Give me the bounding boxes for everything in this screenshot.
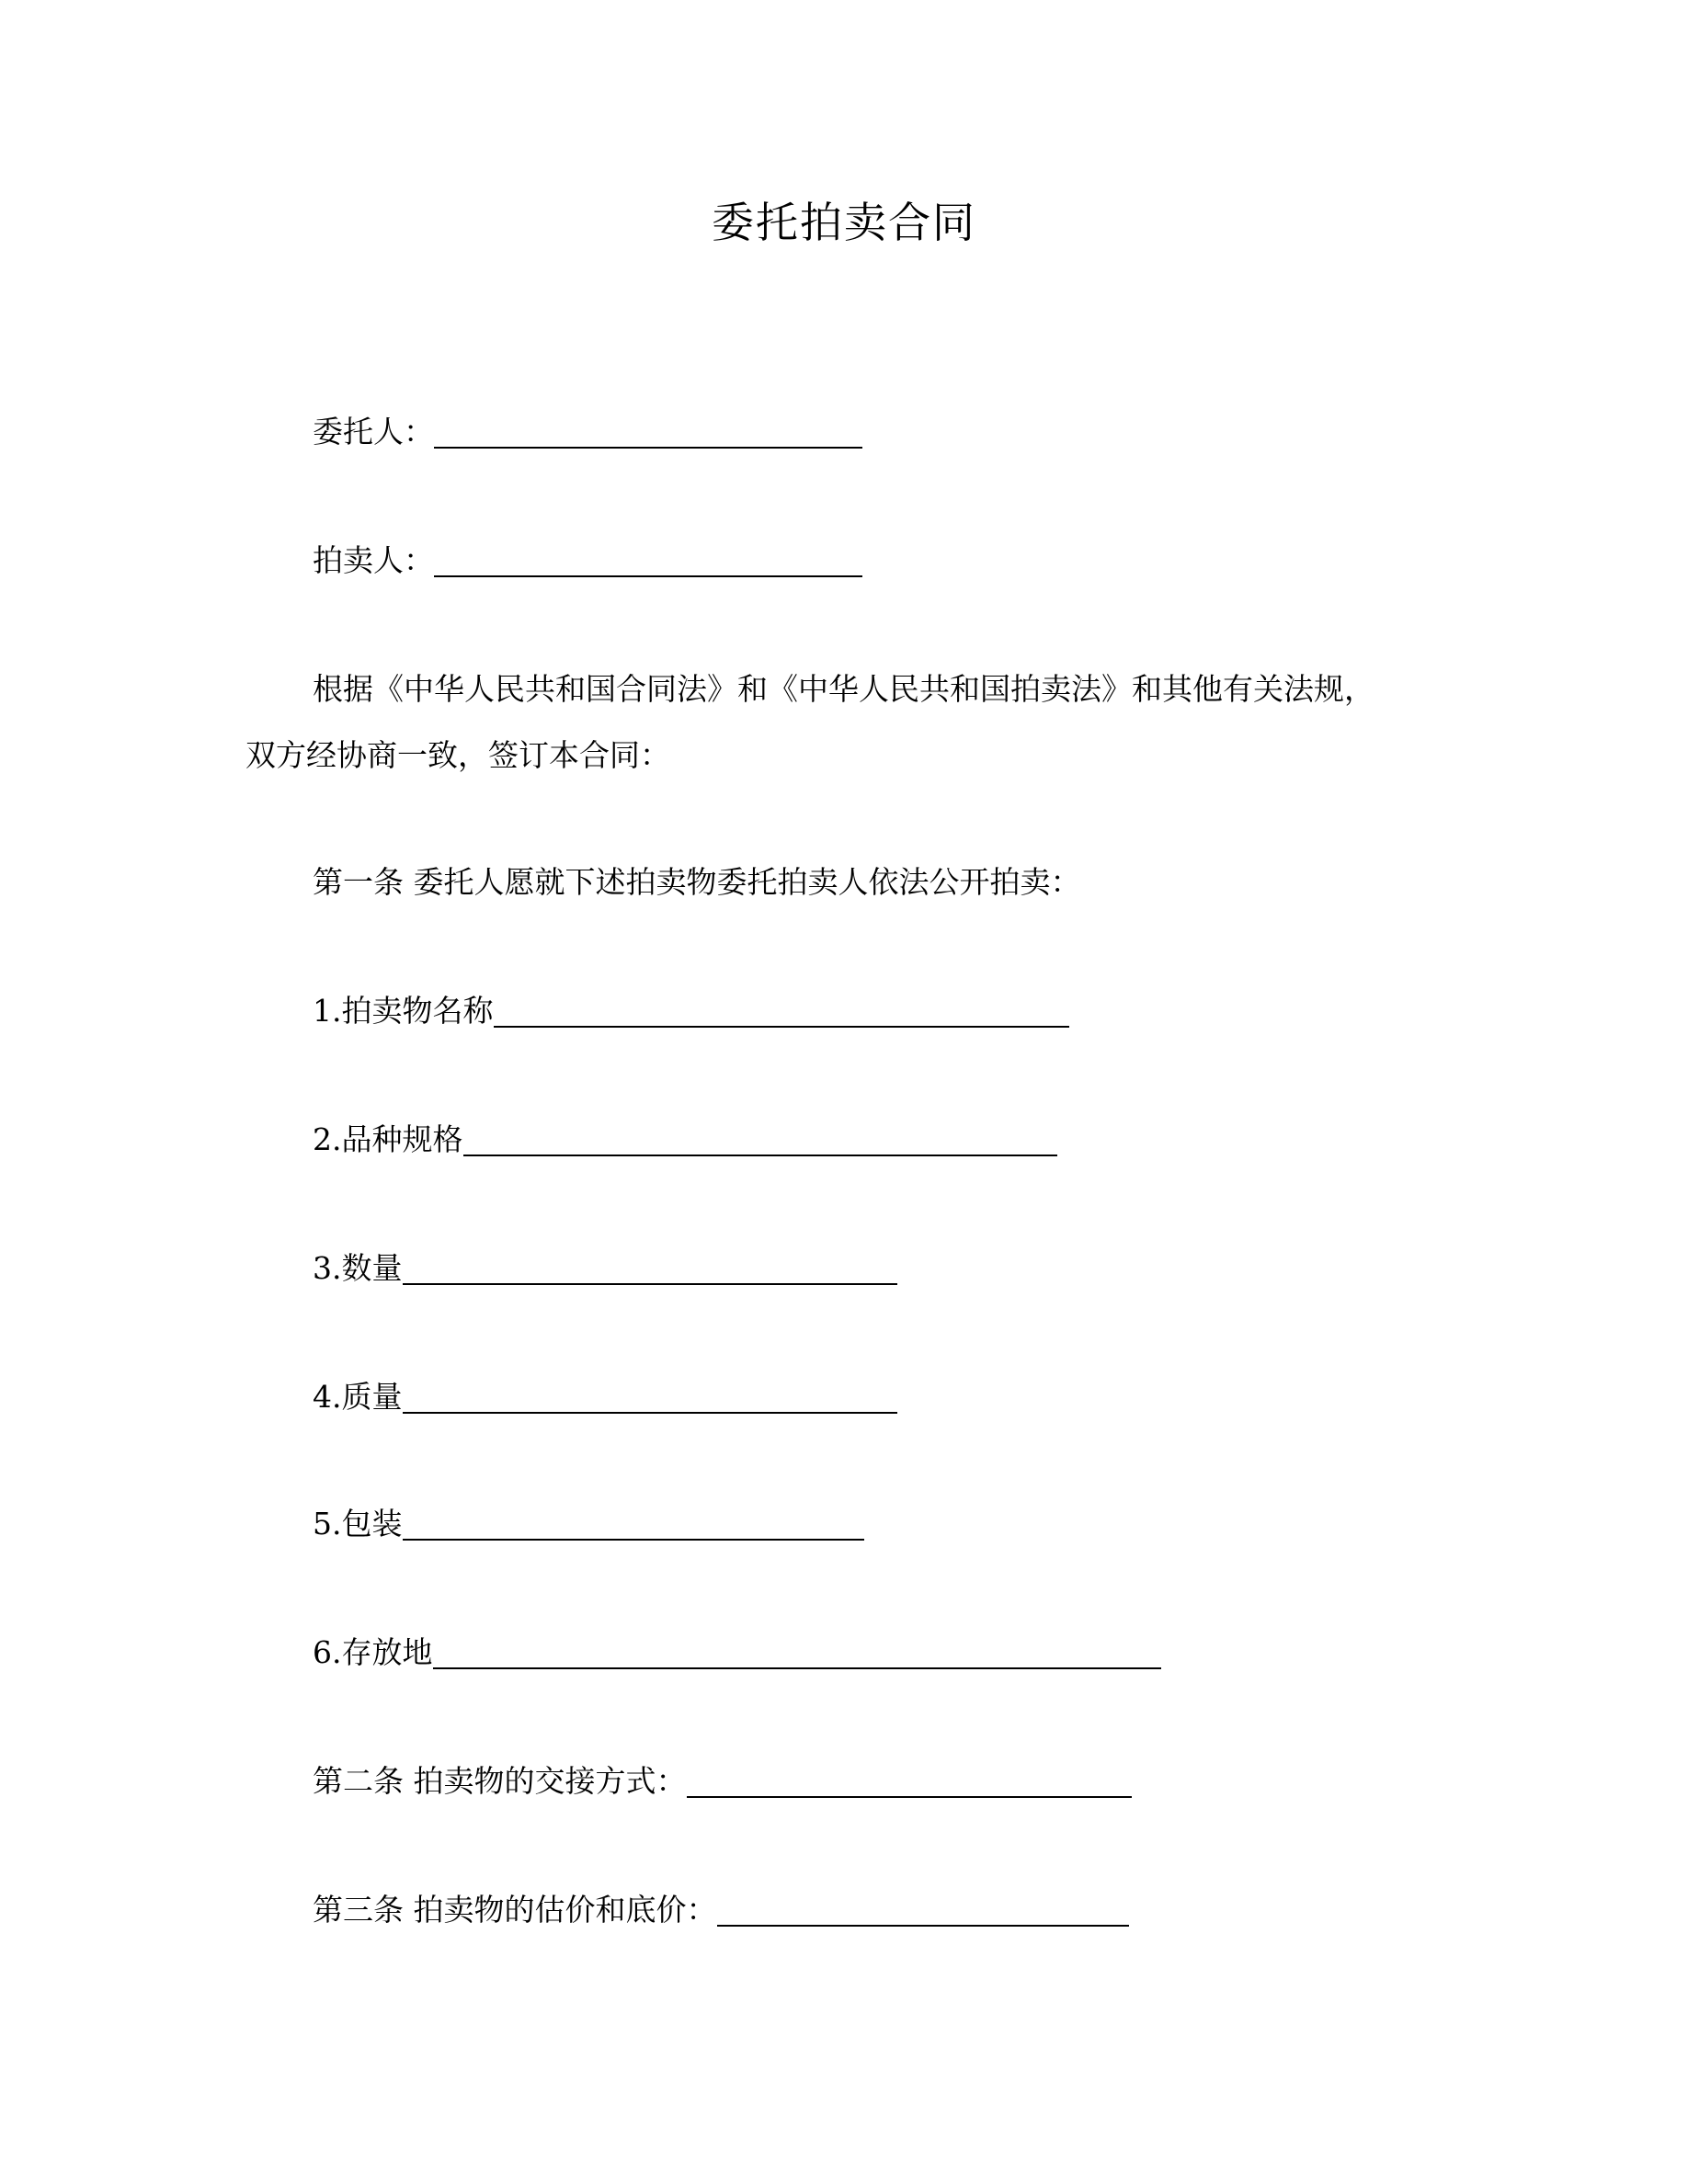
- article-2-label: 第二条 拍卖物的交接方式：: [313, 1763, 687, 1799]
- item-4-blank: [403, 1379, 897, 1414]
- item-6-label: 6.存放地: [313, 1634, 433, 1670]
- document-title: 委托拍卖合同: [712, 198, 976, 247]
- item-6-blank: [433, 1634, 1161, 1669]
- item-2-label: 2.品种规格: [313, 1121, 463, 1157]
- client-blank: [434, 414, 862, 449]
- item-3-blank: [403, 1250, 897, 1285]
- item-2-line: [313, 1120, 1057, 1160]
- item-5-blank: [403, 1506, 864, 1541]
- item-1-line: [313, 991, 1069, 1031]
- item-1-blank: [494, 993, 1069, 1028]
- item-3-line: [313, 1248, 897, 1289]
- article-3-blank: [717, 1892, 1129, 1927]
- client-line: [313, 412, 862, 452]
- article-3-label: 第三条 拍卖物的估价和底价：: [313, 1892, 717, 1928]
- item-4-line: [313, 1377, 897, 1417]
- auctioneer-blank: [434, 542, 862, 577]
- article-2-blank: [687, 1763, 1132, 1798]
- item-5-label: 5.包装: [313, 1506, 403, 1541]
- item-6-line: [313, 1632, 1161, 1673]
- item-4-label: 4.质量: [313, 1379, 403, 1415]
- article-2-line: [313, 1761, 1132, 1802]
- preamble-line-2: 双方经协商一致，签订本合同：: [245, 737, 670, 773]
- item-3-label: 3.数量: [313, 1250, 403, 1286]
- item-1-label: 1.拍卖物名称: [313, 993, 494, 1029]
- preamble-line-1: 根据《中华人民共和国合同法》和《中华人民共和国拍卖法》和其他有关法规，: [313, 671, 1374, 707]
- auctioneer-line: [313, 540, 862, 581]
- client-label: 委托人：: [313, 414, 434, 449]
- item-5-line: [313, 1504, 864, 1544]
- auctioneer-label: 拍卖人：: [313, 542, 434, 578]
- article-3-line: [313, 1890, 1129, 1930]
- article-1: 第一条 委托人愿就下述拍卖物委托拍卖人依法公开拍卖：: [313, 864, 1081, 900]
- item-2-blank: [463, 1121, 1057, 1156]
